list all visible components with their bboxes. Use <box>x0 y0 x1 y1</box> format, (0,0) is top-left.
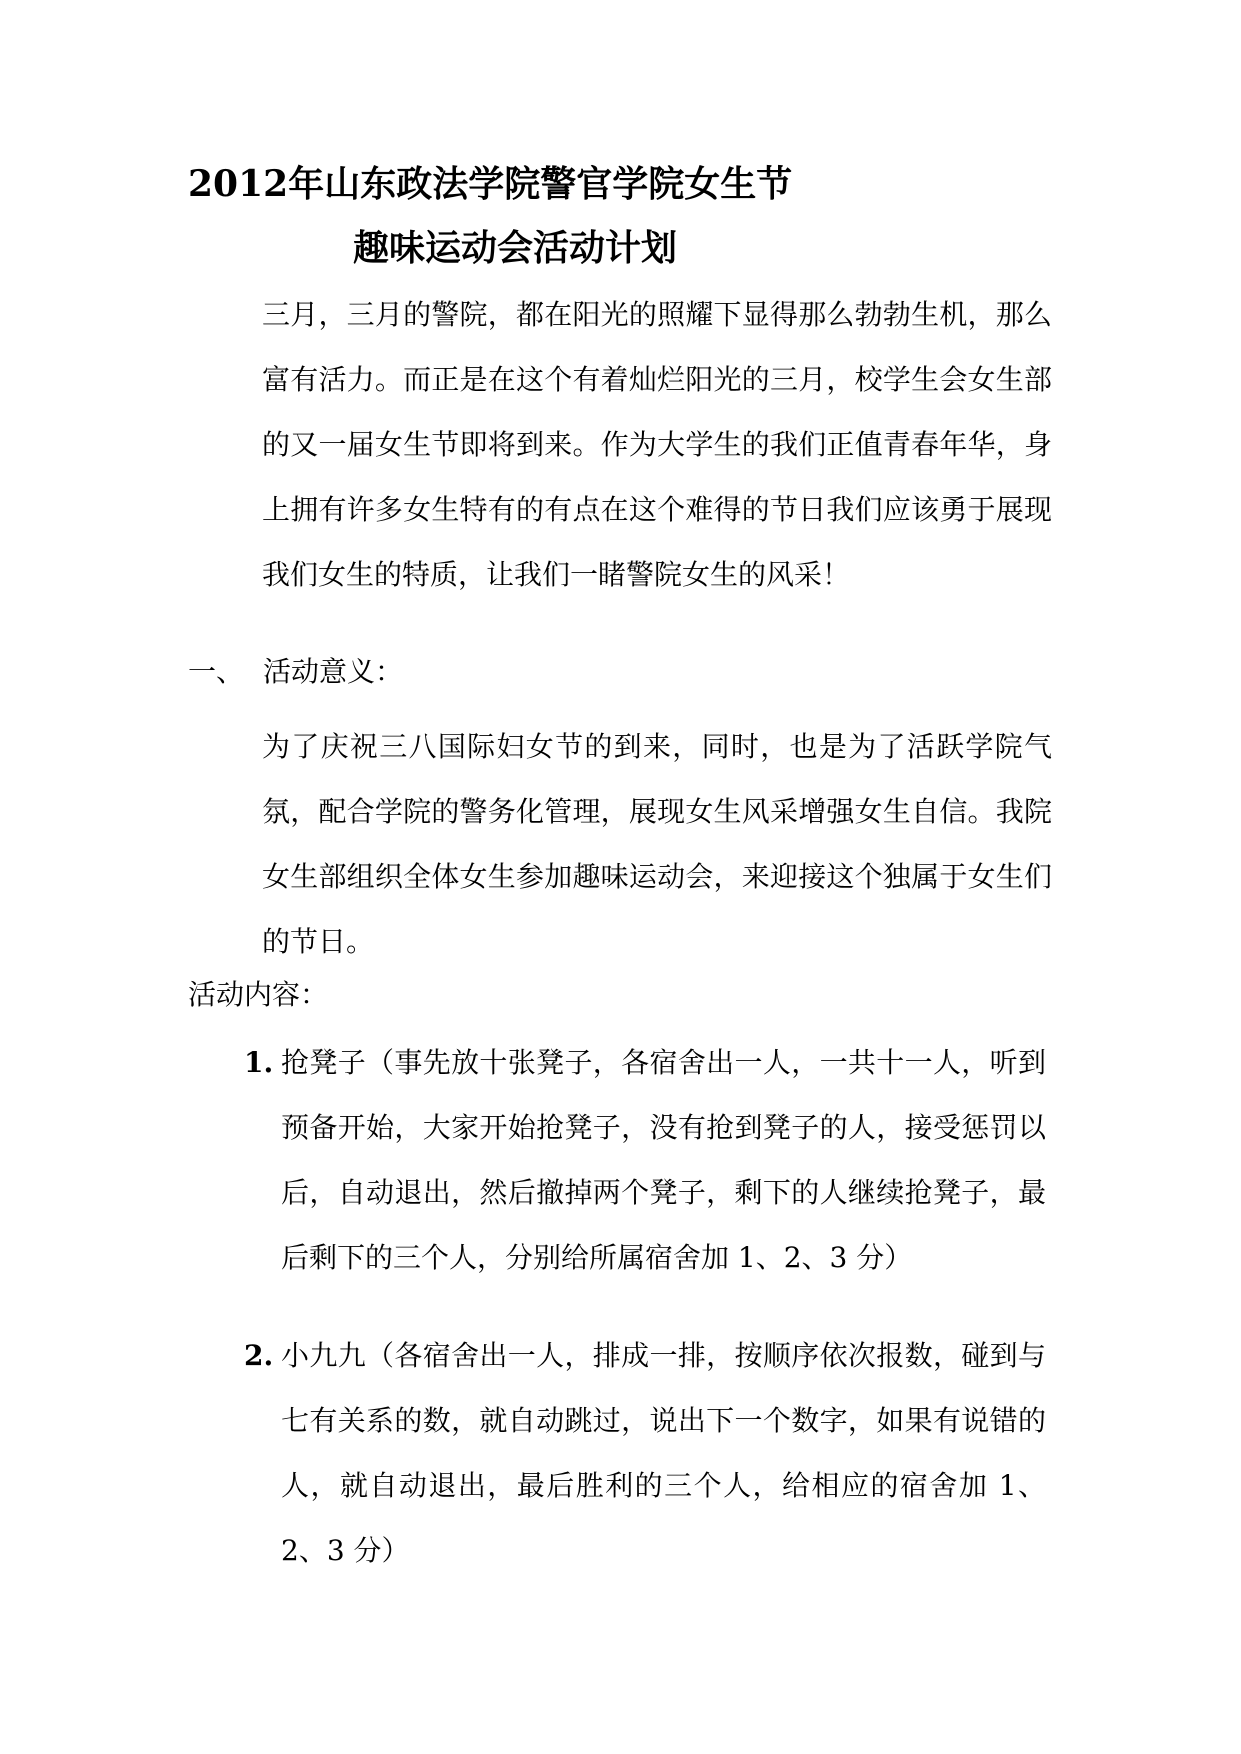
list-item <box>244 1030 1052 1300</box>
list-item-number: 2. <box>244 1339 274 1372</box>
document-title-line1: 2012年山东政法学院警官学院女生节 <box>188 163 793 205</box>
list-item-text: 小九九（各宿舍出一人，排成一排，按顺序依次报数，碰到与七有关系的数，就自动跳过，说出下一个数字，如果有说错的人，就自动退出，最后胜利的三个人，给相应的宿舍加 1、2、3 分） <box>281 1339 1046 1567</box>
intro-paragraph: 三月，三月的警院，都在阳光的照耀下显得那么勃勃生机，那么富有活力。而正是在这个有着灿烂阳光的三月，校学生会女生部的又一届女生节即将到来。作为大学生的我们正值青春年华，身上拥有许多女生特有的有点在这个难得的节日我们应该勇于展现我们女生的特质，让我们一睹警院女生的风采！ <box>262 298 1052 591</box>
section2-title: 活动内容： <box>188 978 329 1011</box>
section1-title: 活动意义： <box>263 655 404 688</box>
section1-body: 为了庆祝三八国际妇女节的到来，同时，也是为了活跃学院气氛，配合学院的警务化管理，展现女生风采增强女生自信。我院女生部组织全体女生参加趣味运动会，来迎接这个独属于女生们的节日。 <box>262 730 1052 958</box>
document-title-line2: 趣味运动会活动计划 <box>353 227 678 269</box>
section1-number: 一、 <box>188 655 245 688</box>
list-item-text: 抢凳子（事先放十张凳子，各宿舍出一人，一共十一人，听到预备开始，大家开始抢凳子，没有抢到凳子的人，接受惩罚以后，自动退出，然后撤掉两个凳子，剩下的人继续抢凳子，最后剩下的三个人，分别给所属宿舍加 1、2、3 分） <box>281 1046 1046 1274</box>
list-item <box>244 1323 1052 1593</box>
list-item-number: 1. <box>244 1046 274 1079</box>
